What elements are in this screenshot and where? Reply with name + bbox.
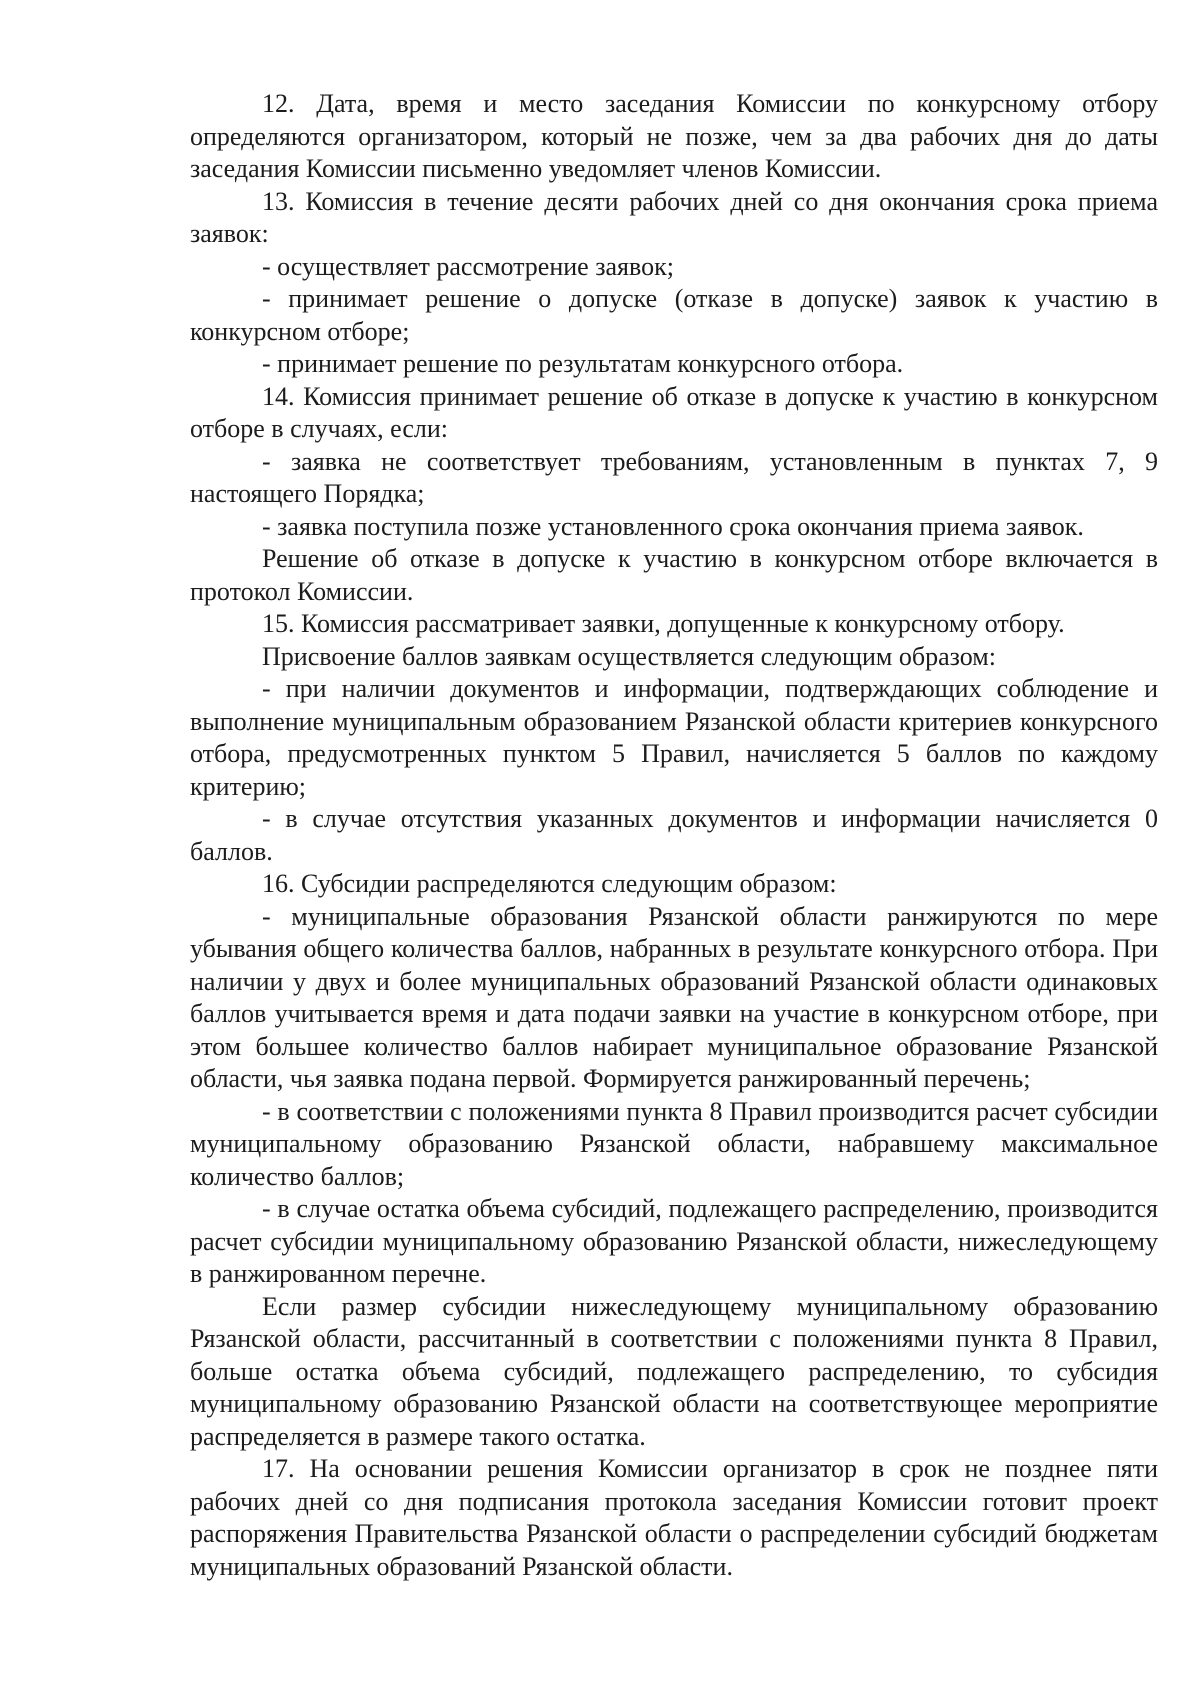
- list-item-16-3: - в случае остатка объема субсидий, подлежащего распределению, производится расчет субсидии муниципальному образованию Рязанской области, нижеследующему в ранжированном перечне.: [190, 1194, 1158, 1288]
- paragraph-17: 17. На основании решения Комиссии организатор в срок не позднее пяти рабочих дней со дня подписания протокола заседания Комиссии готовит проект распоряжения Правительства Рязанской области о распределении субсидий бюджетам муниципальных образований Рязанской области.: [190, 1454, 1158, 1581]
- list-item-15-2: - в случае отсутствия указанных документов и информации начисляется 0 баллов.: [190, 804, 1158, 866]
- paragraph-15-scoring: Присвоение баллов заявкам осуществляется следующим образом:: [262, 641, 996, 671]
- list-item-13-2: - принимает решение о допуске (отказе в допуске) заявок к участию в конкурсном отборе;: [190, 284, 1158, 346]
- list-item-13-3: - принимает решение по результатам конкурсного отбора.: [262, 349, 904, 378]
- list-item-16-1: - муниципальные образования Рязанской области ранжируются по мере убывания общего количества баллов, набранных в результате конкурсного отбора. При наличии у двух и более муниципальных образований Рязанской области одинаковых баллов учитывается время и дата подачи заявки на участие в конкурсном отборе, при этом большее количество баллов набирает муниципальное образование Рязанской области, чья заявка подана первой. Формируется ранжированный перечень;: [190, 901, 1158, 1093]
- paragraph-13: 13. Комиссия в течение десяти рабочих дней со дня окончания срока приема заявок:: [190, 186, 1158, 248]
- list-item-14-2: - заявка поступила позже установленного срока окончания приема заявок.: [262, 511, 1084, 541]
- list-item-16-2: - в соответствии с положениями пункта 8 Правил производится расчет субсидии муниципальному образованию Рязанской области, набравшему максимальное количество баллов;: [190, 1096, 1158, 1191]
- paragraph-14: 14. Комиссия принимает решение об отказе в допуске к участию в конкурсном отборе в случаях, если:: [190, 381, 1158, 443]
- list-item-14-1: - заявка не соответствует требованиям, установленным в пунктах 7, 9 настоящего Порядка;: [190, 446, 1158, 508]
- document-page: [190, 88, 1158, 1583]
- paragraph-16-remainder: Если размер субсидии нижеследующему муниципальному образованию Рязанской области, рассчитанный в соответствии с положениями пункта 8 Правил, больше остатка объема субсидий, подлежащего распределению, то субсидия муниципальному образованию Рязанской области на соответствующее мероприятие распределяется в размере такого остатка.: [190, 1291, 1158, 1451]
- paragraph-16: 16. Субсидии распределяются следующим образом:: [262, 869, 837, 898]
- paragraph-15: 15. Комиссия рассматривает заявки, допущенные к конкурсному отбору.: [262, 609, 1065, 638]
- list-item-13-1: - осуществляет рассмотрение заявок;: [262, 251, 674, 281]
- paragraph-14-decision: Решение об отказе в допуске к участию в конкурсном отборе включается в протокол Комиссии.: [190, 544, 1158, 606]
- paragraph-12: 12. Дата, время и место заседания Комиссии по конкурсному отбору определяются организатором, который не позже, чем за два рабочих дня до даты заседания Комиссии письменно уведомляет членов Комиссии.: [190, 89, 1158, 183]
- list-item-15-1: - при наличии документов и информации, подтверждающих соблюдение и выполнение муниципальным образованием Рязанской области критериев конкурсного отбора, предусмотренных пунктом 5 Правил, начисляется 5 баллов по каждому критерию;: [190, 674, 1158, 801]
